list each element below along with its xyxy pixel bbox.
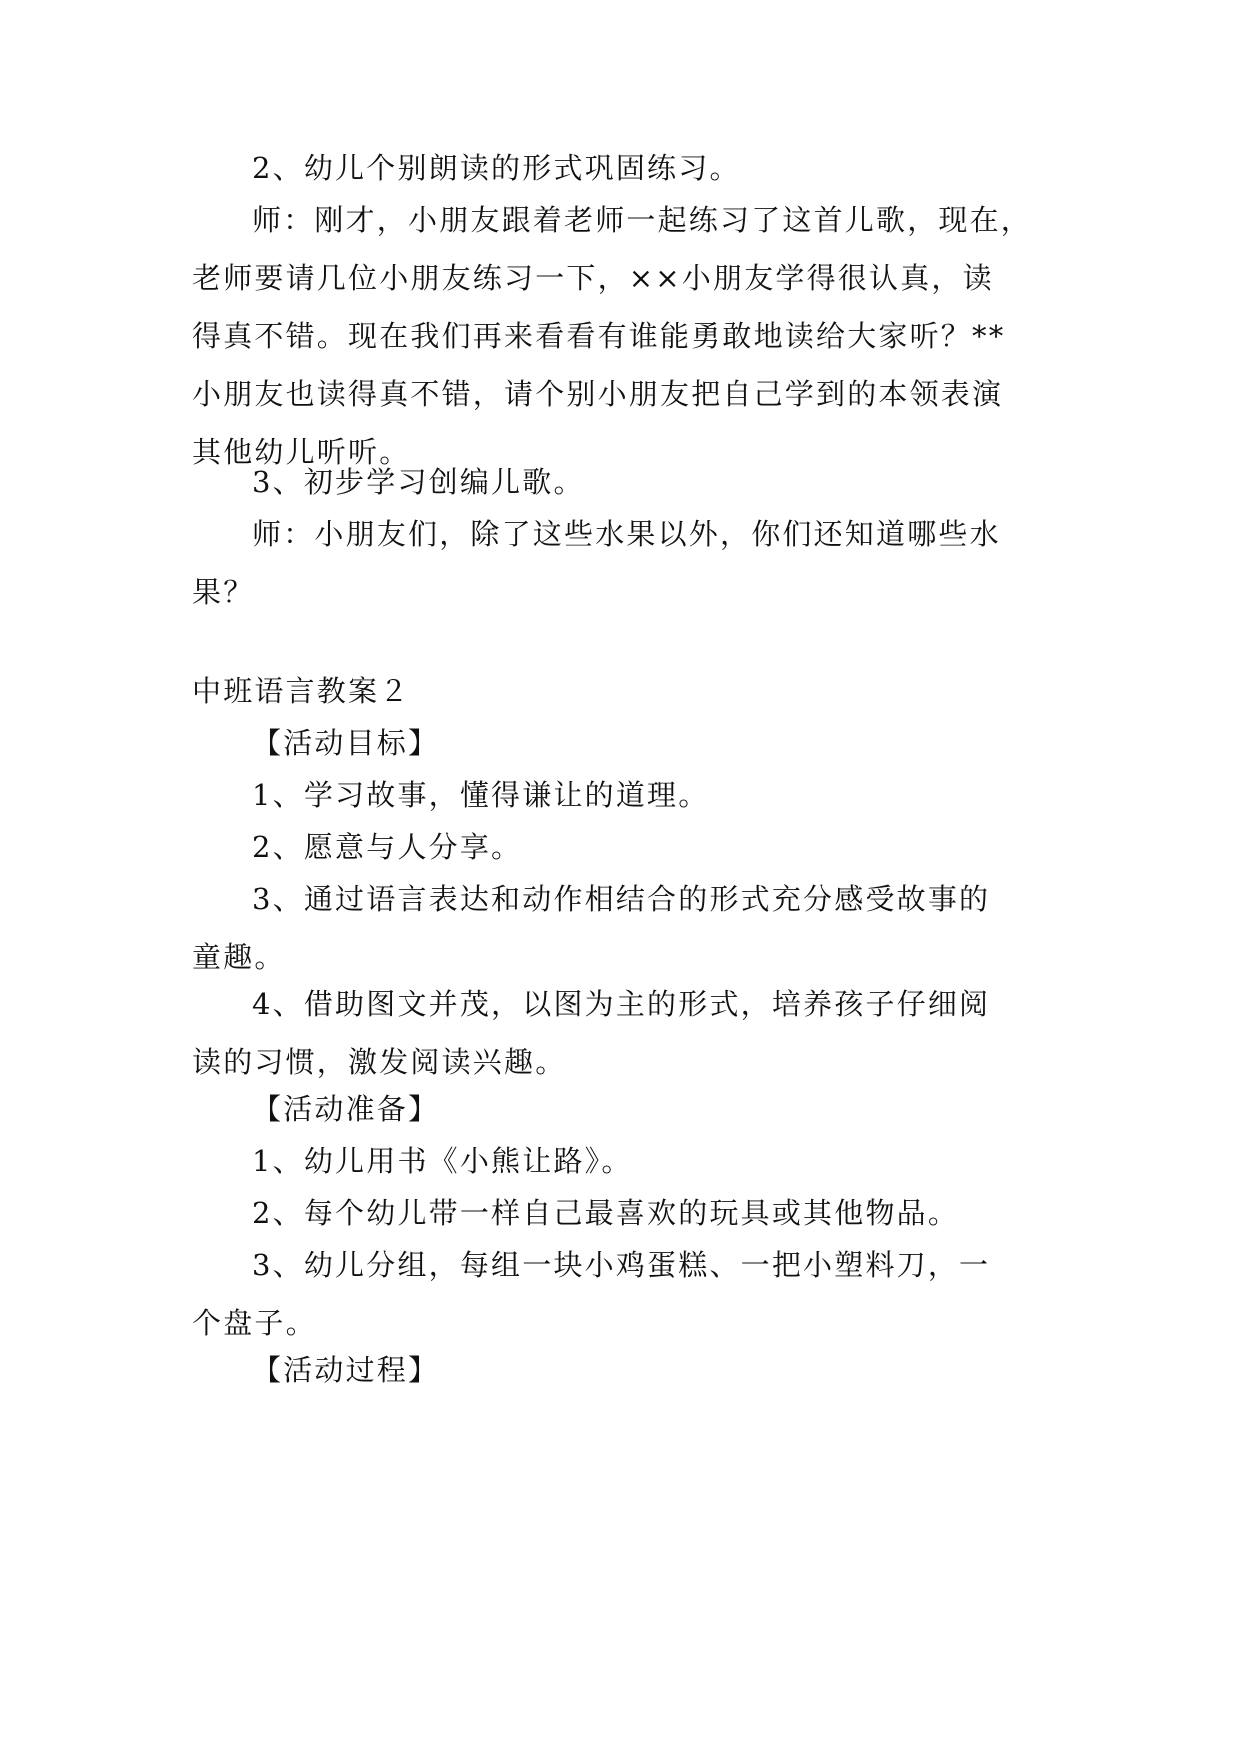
goal-item-1	[192, 766, 1052, 824]
paragraph-create-rhyme	[192, 453, 1052, 511]
goal-item-4	[192, 975, 1052, 1091]
text-line: 其他幼儿听听。	[192, 435, 411, 469]
text-line: 2、每个幼儿带一样自己最喜欢的玩具或其他物品。	[252, 1196, 960, 1230]
text-line: 读的习惯，激发阅读兴趣。	[192, 1045, 567, 1079]
text-line: 1、幼儿用书《小熊让路》。	[252, 1144, 633, 1178]
prep-item-3	[192, 1236, 1052, 1352]
text-line: 4、借助图文并茂，以图为主的形式，培养孩子仔细阅	[252, 987, 991, 1021]
paragraph-practice-reading	[192, 139, 1052, 197]
text-line: 1、学习故事，懂得谦让的道理。	[252, 778, 710, 812]
process-header: 【活动过程】	[252, 1353, 440, 1387]
text-line: 老师要请几位小朋友练习一下，××小朋友学得很认真，读	[192, 261, 994, 295]
text-line: 3、初步学习创编儿歌。	[252, 465, 585, 499]
prep-item-1	[192, 1132, 1052, 1190]
text-line: 个盘子。	[192, 1306, 317, 1340]
section-title: 中班语言教案２	[192, 674, 411, 708]
goal-item-2	[192, 818, 1052, 876]
goal-item-3	[192, 870, 1052, 986]
prep-item-2	[192, 1184, 1052, 1242]
text-line: 3、幼儿分组，每组一块小鸡蛋糕、一把小塑料刀，一	[252, 1248, 991, 1282]
prep-header: 【活动准备】	[252, 1092, 440, 1126]
text-line: 2、幼儿个别朗读的形式巩固练习。	[252, 151, 741, 185]
text-line: 师：刚才，小朋友跟着老师一起练习了这首儿歌，现在，	[252, 203, 1033, 237]
text-line: 小朋友也读得真不错，请个别小朋友把自己学到的本领表演	[192, 377, 1004, 411]
text-line: 得真不错。现在我们再来看看有谁能勇敢地读给大家听？**	[192, 319, 1006, 353]
paragraph-teacher-dialogue-2	[192, 505, 1052, 621]
goals-header: 【活动目标】	[252, 726, 440, 760]
text-line: 2、愿意与人分享。	[252, 830, 523, 864]
paragraph-teacher-dialogue-1	[192, 191, 1052, 481]
text-line: 师：小朋友们，除了这些水果以外，你们还知道哪些水	[252, 517, 1001, 551]
text-line: 童趣。	[192, 940, 286, 974]
text-line: 3、通过语言表达和动作相结合的形式充分感受故事的	[252, 882, 991, 916]
text-line: 果？	[192, 575, 255, 609]
